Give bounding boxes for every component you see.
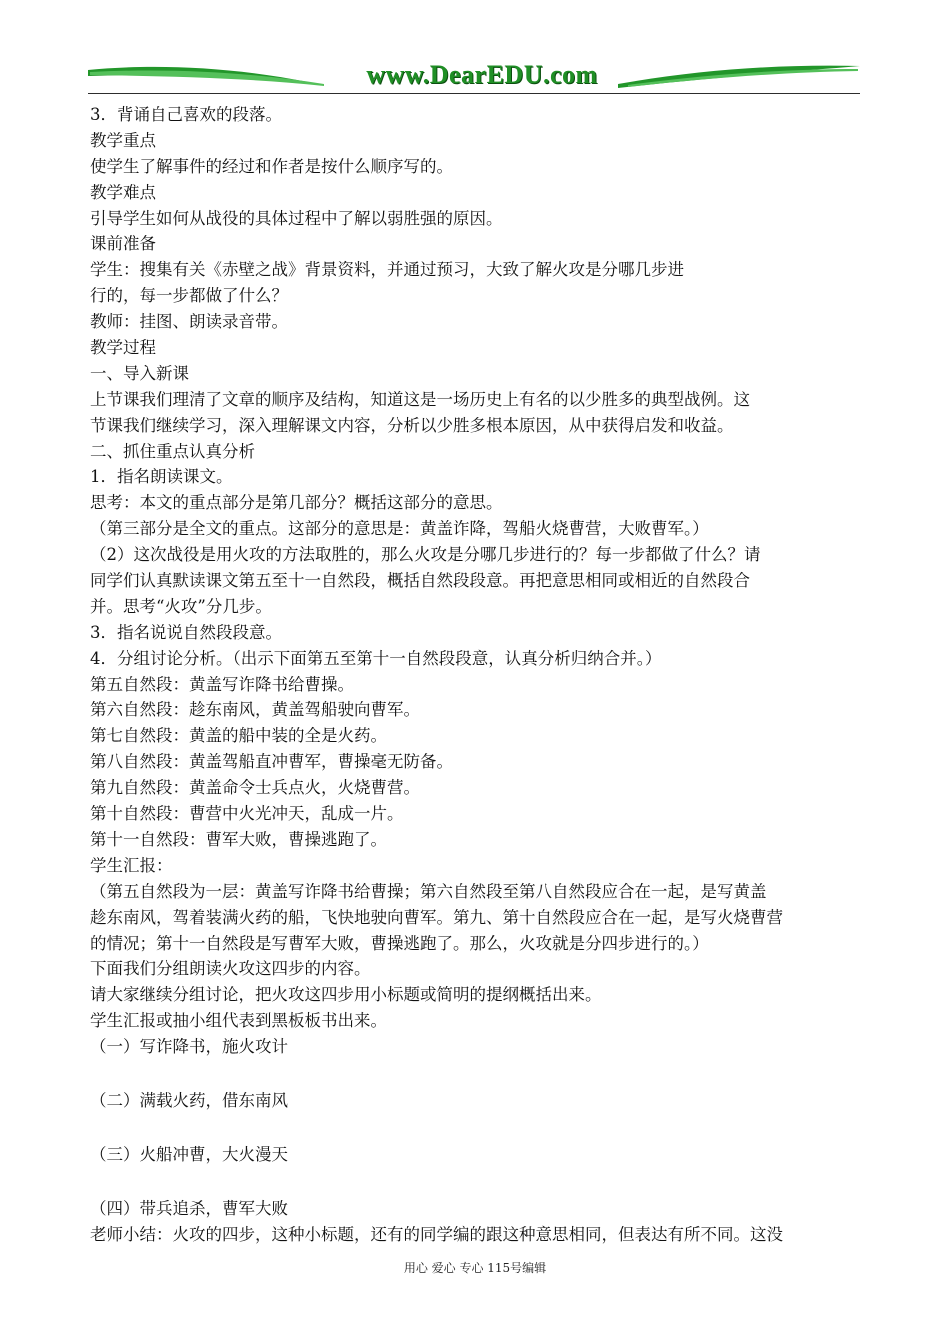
paragraph-summary: 第六自然段：趁东南风，黄盖驾船驶向曹军。 (90, 700, 420, 720)
step-title: （一）写诈降书，施火攻计 (90, 1037, 288, 1057)
section-heading: 教学难点 (90, 182, 156, 202)
text-line: 行的，每一步都做了什么？ (90, 286, 288, 306)
text-line: 4．分组讨论分析。（出示下面第五至第十一自然段段意，认真分析归纳合并。） (90, 648, 662, 668)
text-line: 请大家继续分组讨论，把火攻这四步用小标题或简明的提纲概括出来。 (90, 985, 602, 1005)
text-line: 下面我们分组朗读火攻这四步的内容。 (90, 959, 371, 979)
text-line: 1．指名朗读课文。 (90, 467, 233, 487)
paragraph-summary: 第十自然段：曹营中火光冲天，乱成一片。 (90, 804, 404, 824)
text-line: 节课我们继续学习，深入理解课文内容，分析以少胜多根本原因，从中获得启发和收益。 (90, 415, 734, 435)
text-line: 教师：挂图、朗读录音带。 (90, 312, 288, 332)
text-line: 3．背诵自己喜欢的段落。 (90, 105, 282, 124)
text-line: 同学们认真默读课文第五至十一自然段，概括自然段段意。再把意思相同或相近的自然段合 (90, 571, 750, 591)
text-line: （第三部分是全文的重点。这部分的意思是：黄盖诈降，驾船火烧曹营，大败曹军。） (90, 519, 709, 539)
text-line: 上节课我们理清了文章的顺序及结构，知道这是一场历史上有名的以少胜多的典型战例。这 (90, 389, 750, 409)
text-line: 引导学生如何从战役的具体过程中了解以弱胜强的原因。 (90, 208, 503, 228)
paragraph-summary: 第五自然段：黄盖写诈降书给曹操。 (90, 674, 354, 694)
text-line: 思考：本文的重点部分是第几部分？概括这部分的意思。 (90, 493, 503, 513)
spacer (90, 1060, 862, 1088)
text-line: 并。思考“火攻”分几步。 (90, 596, 272, 616)
paragraph-summary: 第十一自然段：曹军大败，曹操逃跑了。 (90, 829, 387, 849)
site-logo: www.DearEDU.com (366, 60, 598, 89)
text-line: （2）这次战役是用火攻的方法取胜的，那么火攻是分哪几步进行的？每一步都做了什么？请 (90, 545, 761, 565)
page-footer: 用心 爱心 专心 115号编辑 (403, 1261, 547, 1275)
text-line: 3．指名说说自然段段意。 (90, 622, 282, 642)
step-title: （三）火船冲曹，大火漫天 (90, 1144, 288, 1164)
step-title: （二）满载火药，借东南风 (90, 1090, 288, 1110)
text-line: 的情况；第十一自然段是写曹军大败，曹操逃跑了。那么，火攻就是分四步进行的。） (90, 933, 709, 953)
text-line: （第五自然段为一层：黄盖写诈降书给曹操；第六自然段至第八自然段应合在一起，是写黄盖 (90, 881, 767, 901)
step-title: （四）带兵追杀，曹军大败 (90, 1198, 288, 1218)
section-heading: 教学重点 (90, 130, 156, 150)
section-heading: 一、导入新课 (90, 363, 189, 383)
spacer (90, 1168, 862, 1196)
teacher-summary: 老师小结：火攻的四步，这种小标题，还有的同学编的跟这种意思相同，但表达有所不同。这没 (90, 1224, 783, 1244)
header-divider (88, 93, 860, 94)
paragraph-summary: 第七自然段：黄盖的船中装的全是火药。 (90, 726, 387, 746)
section-heading: 教学过程 (90, 338, 156, 358)
spacer (90, 1114, 862, 1142)
text-line: 学生汇报： (90, 855, 173, 875)
section-heading: 二、抓住重点认真分析 (90, 441, 255, 461)
text-line: 趁东南风，驾着装满火药的船，飞快地驶向曹军。第九、第十自然段应合在一起，是写火烧曹营 (90, 907, 783, 927)
text-line: 学生汇报或抽小组代表到黑板板书出来。 (90, 1011, 387, 1031)
site-header (88, 58, 860, 96)
paragraph-summary: 第八自然段：黄盖驾船直冲曹军，曹操毫无防备。 (90, 752, 453, 772)
text-line: 学生：搜集有关《赤壁之战》背景资料，并通过预习，大致了解火攻是分哪几步进 (90, 260, 684, 280)
section-heading: 课前准备 (90, 234, 156, 254)
paragraph-summary: 第九自然段：黄盖命令士兵点火，火烧曹营。 (90, 778, 420, 798)
text-line: 使学生了解事件的经过和作者是按什么顺序写的。 (90, 156, 453, 176)
document-body (90, 102, 862, 1248)
